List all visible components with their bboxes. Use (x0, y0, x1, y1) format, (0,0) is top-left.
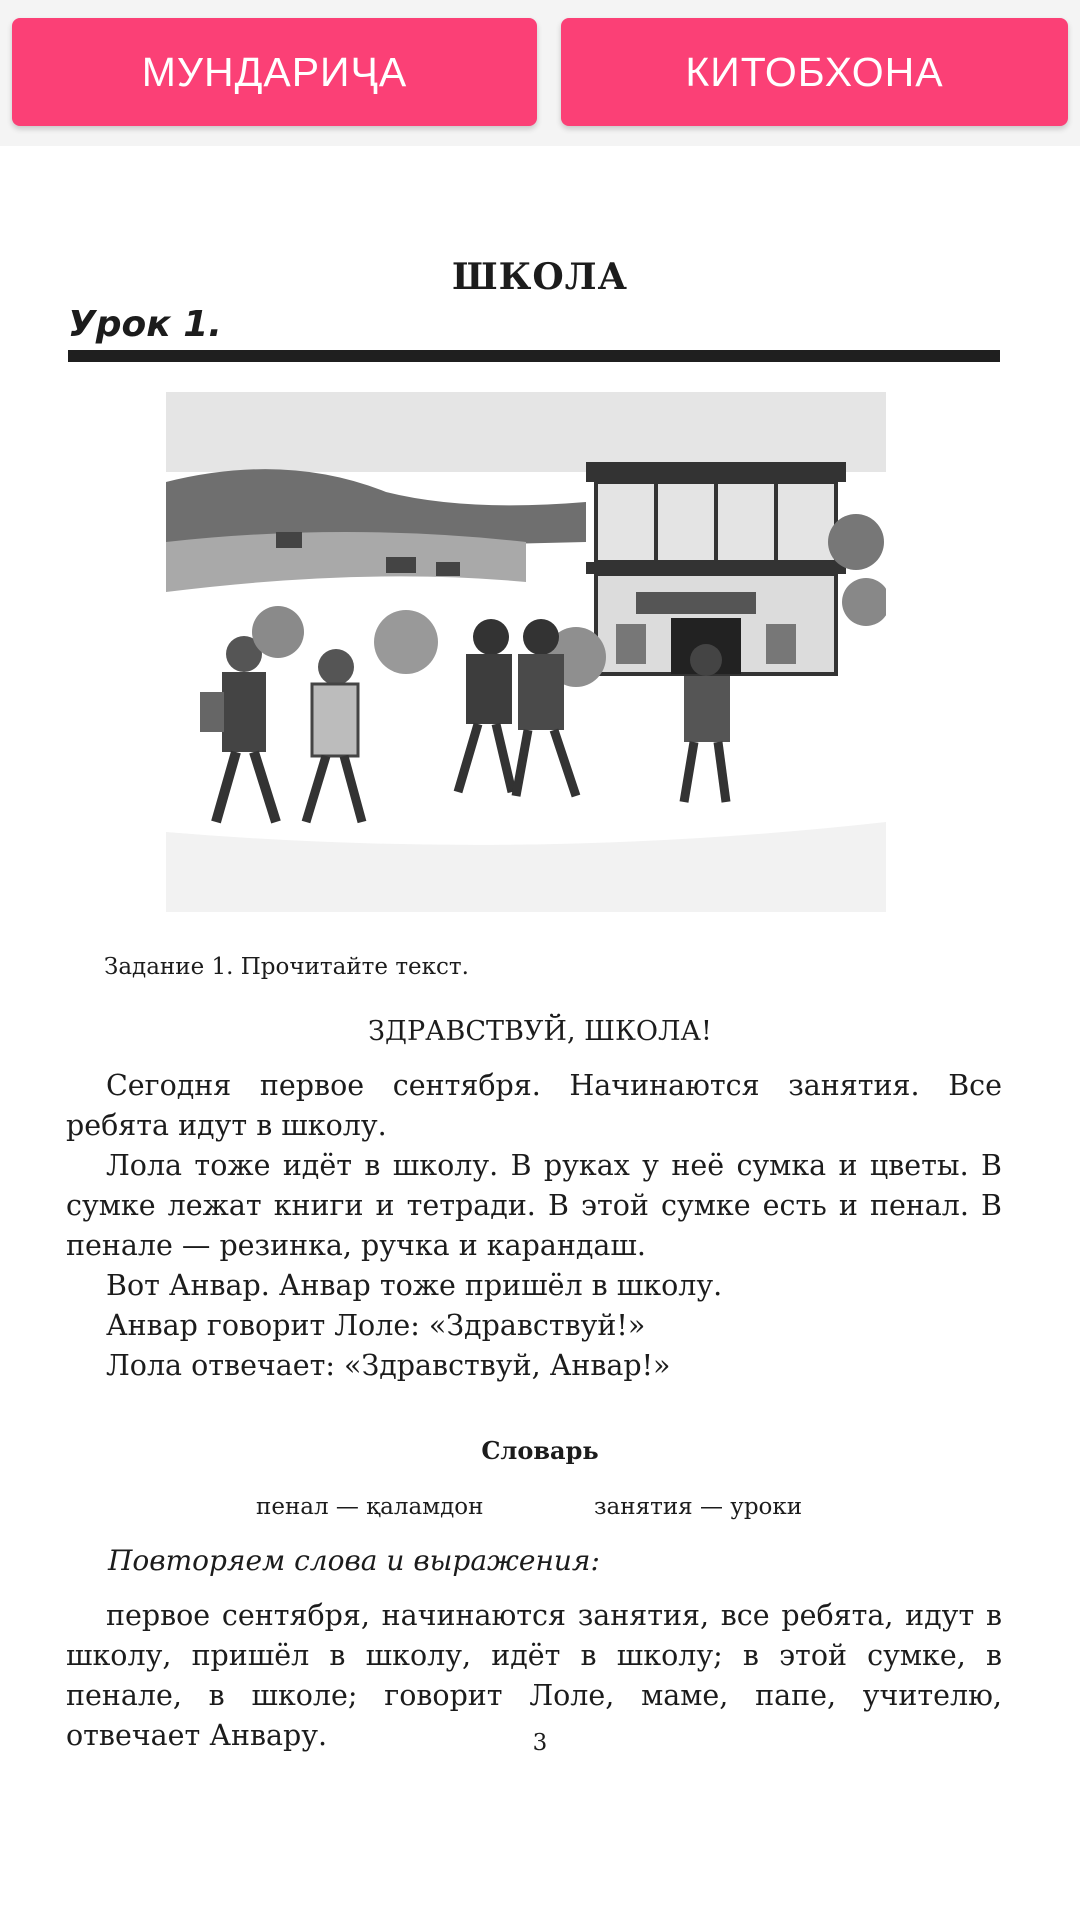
heading-rule (68, 350, 1000, 362)
dictionary-item: пенал — қаламдон (256, 1494, 484, 1520)
repeat-title: Повторяем слова и выражения: (108, 1544, 600, 1577)
dictionary-title: Словарь (481, 1436, 599, 1465)
book-page (0, 146, 1080, 1920)
paragraph-3: Вот Анвар. Анвар тоже пришёл в школу. (106, 1269, 723, 1302)
school-illustration (166, 392, 886, 912)
library-button[interactable]: КИТОБХОНА (561, 18, 1068, 126)
lesson-title: Урок 1. (68, 304, 222, 345)
paragraph-2: Лола тоже идёт в школу. В руках у неё сумка и цветы. В сумке лежат книги и тетради. В этой сумке есть и пенал. В пенале — резинка, ручка и карандаш. (66, 1149, 1002, 1262)
task-instruction: Задание 1. Прочитайте текст. (104, 954, 469, 980)
chapter-heading: ШКОЛА (452, 256, 628, 298)
repeat-text: первое сентября, начинаются занятия, все ребята, идут в школу, пришёл в школу, идёт в школу; в этой сумке, в пенале, в школе; говорит Лоле, маме, папе, учителю, отвечает Анвару. (66, 1599, 1002, 1752)
paragraph-1: Сегодня первое сентября. Начинаются занятия. Все ребята идут в школу. (66, 1069, 1002, 1142)
contents-button[interactable]: МУНДАРИҶА (12, 18, 537, 126)
dictionary-item: занятия — уроки (594, 1494, 803, 1520)
top-toolbar (0, 0, 1080, 146)
paragraph-4: Анвар говорит Лоле: «Здравствуй!» (106, 1309, 646, 1342)
paragraph-5: Лола отвечает: «Здравствуй, Анвар!» (106, 1349, 671, 1382)
text-title: ЗДРАВСТВУЙ, ШКОЛА! (368, 1016, 712, 1047)
page-number: 3 (532, 1730, 548, 1756)
